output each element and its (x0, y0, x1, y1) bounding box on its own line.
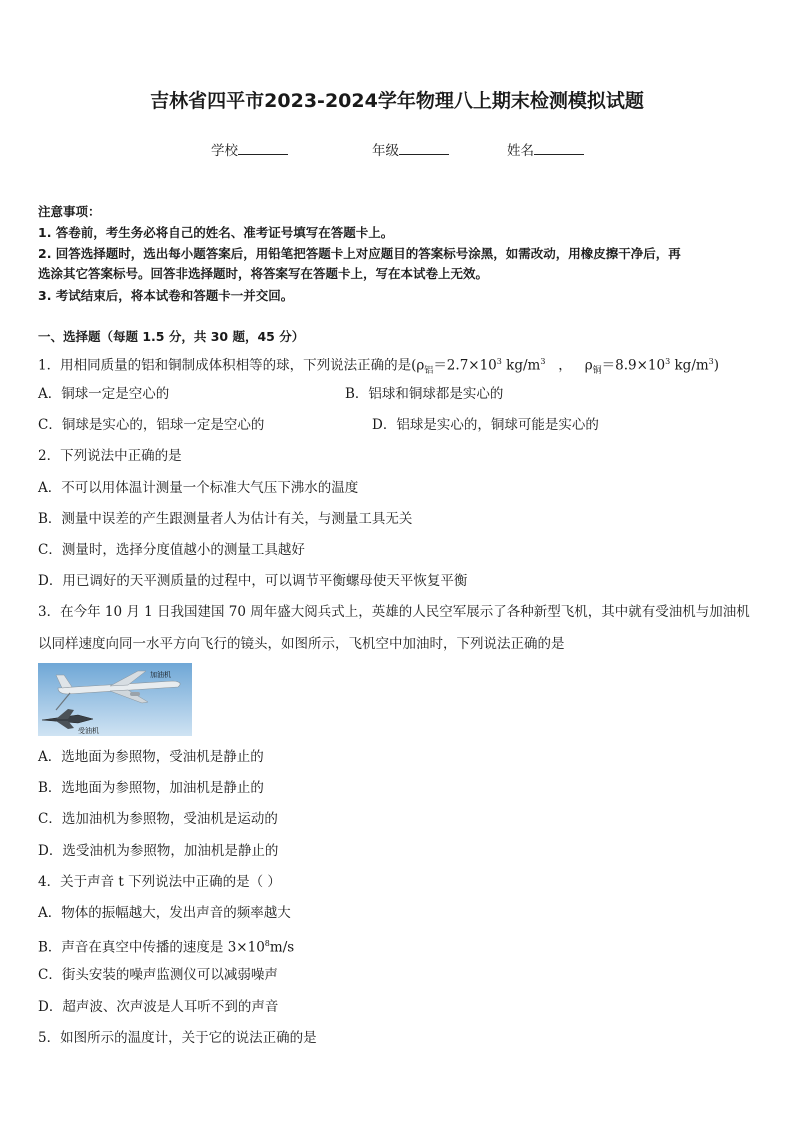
notice-item-2-cont: 选涂其它答案标号。回答非选择题时，将答案写在答题卡上，写在本试卷上无效。 (38, 266, 489, 281)
q2-option-c[interactable]: C．测量时，选择分度值越小的测量工具越好 (38, 542, 305, 558)
notice-heading: 注意事项： (38, 204, 101, 219)
q4-option-b-unit: m/s (269, 939, 295, 956)
school-blank[interactable] (238, 142, 288, 155)
q4-option-c[interactable]: C．街头安装的噪声监测仪可以减弱噪声 (38, 967, 278, 983)
close-paren: ) (713, 357, 720, 374)
q4-option-d[interactable]: D．超声波、次声波是人耳听不到的声音 (38, 999, 279, 1015)
notice-item-2: 2. 回答选择题时，选出每小题答案后，用铅笔把答题卡上对应题目的答案标号涂黑，如需改动，用橡皮擦干净后，再 (38, 246, 681, 261)
aircraft-photo-illustration (38, 663, 192, 736)
q3-option-a[interactable]: A．选地面为参照物，受油机是静止的 (38, 749, 264, 765)
q1-stem-text: 1．用相同质量的铝和铜制成体积相等的球，下列说法正确的是( (38, 357, 417, 374)
notice-item-3: 3. 考试结束后，将本试卷和答题卡一并交回。 (38, 288, 294, 303)
al-unit: kg/m (501, 357, 541, 374)
q4-option-b-text: B．声音在真空中传播的速度是 3×10 (38, 939, 265, 956)
al-density: ＝2.7×10 (433, 357, 497, 374)
name-blank[interactable] (534, 142, 584, 155)
refueling-aircraft-figure (38, 663, 192, 736)
al-unit-exponent: 3 (540, 357, 546, 366)
q4-option-b-exponent: 8 (264, 939, 270, 948)
q3-option-c[interactable]: C．选加油机为参照物，受油机是运动的 (38, 811, 278, 827)
question-3-stem-line-2: 以同样速度向同一水平方向飞行的镜头，如图所示，飞机空中加油时，下列说法正确的是 (38, 636, 565, 652)
q1-option-b[interactable]: B．铝球和铜球都是实心的 (345, 386, 504, 402)
al-subscript: 铝 (424, 366, 434, 377)
al-exponent: 3 (496, 357, 502, 366)
q3-option-d[interactable]: D．选受油机为参照物，加油机是静止的 (38, 843, 279, 859)
q3-option-b[interactable]: B．选地面为参照物，加油机是静止的 (38, 780, 264, 796)
q1-option-c[interactable]: C．铜球是实心的，铝球一定是空心的 (38, 417, 265, 433)
cu-subscript: 铜 (592, 366, 602, 377)
cu-unit: kg/m (670, 357, 709, 374)
q4-option-b[interactable] (38, 935, 294, 957)
name-label: 姓名 (507, 143, 534, 159)
q1-option-a[interactable]: A．铜球一定是空心的 (38, 386, 170, 402)
cu-unit-exponent: 3 (708, 357, 714, 366)
page-title: 吉林省四平市2023-2024学年物理八上期末检测模拟试题 (150, 90, 644, 112)
q1-option-d[interactable]: D．铝球是实心的，铜球可能是实心的 (372, 417, 599, 433)
question-2-stem: 2．下列说法中正确的是 (38, 448, 182, 464)
question-4-stem: 4．关于声音 t 下列说法中正确的是（ ） (38, 874, 281, 890)
question-1-stem (38, 353, 719, 380)
cu-exponent: 3 (665, 357, 671, 366)
q4-option-a[interactable]: A．物体的振幅越大，发出声音的频率越大 (38, 905, 291, 921)
q2-option-b[interactable]: B．测量中误差的产生跟测量者人为估计有关，与测量工具无关 (38, 511, 413, 527)
separator: ， (545, 357, 585, 374)
grade-field[interactable] (372, 139, 449, 159)
section-heading: 一、选择题（每题 1.5 分，共 30 题，45 分） (38, 329, 305, 344)
school-field[interactable] (211, 139, 288, 159)
name-field[interactable] (507, 139, 584, 159)
grade-label: 年级 (372, 143, 399, 159)
question-5-stem: 5．如图所示的温度计，关于它的说法正确的是 (38, 1030, 317, 1046)
tanker-label: 加油机 (150, 671, 171, 679)
question-3-stem-line-1: 3．在今年 10 月 1 日我国建国 70 周年盛大阅兵式上，英雄的人民空军展示了各种新型飞机，其中就有受油机与加油机 (38, 604, 750, 620)
cu-density: ＝8.9×10 (601, 357, 666, 374)
q2-option-d[interactable]: D．用已调好的天平测质量的过程中，可以调节平衡螺母使天平恢复平衡 (38, 573, 468, 589)
rho-symbol: ρ (416, 357, 425, 374)
notice-item-1: 1. 答卷前，考生务必将自己的姓名、准考证号填写在答题卡上。 (38, 225, 394, 240)
grade-blank[interactable] (399, 142, 449, 155)
school-label: 学校 (211, 143, 238, 159)
rho-symbol: ρ (584, 357, 593, 374)
q2-option-a[interactable]: A．不可以用体温计测量一个标准大气压下沸水的温度 (38, 480, 359, 496)
receiver-label: 受油机 (78, 727, 99, 735)
